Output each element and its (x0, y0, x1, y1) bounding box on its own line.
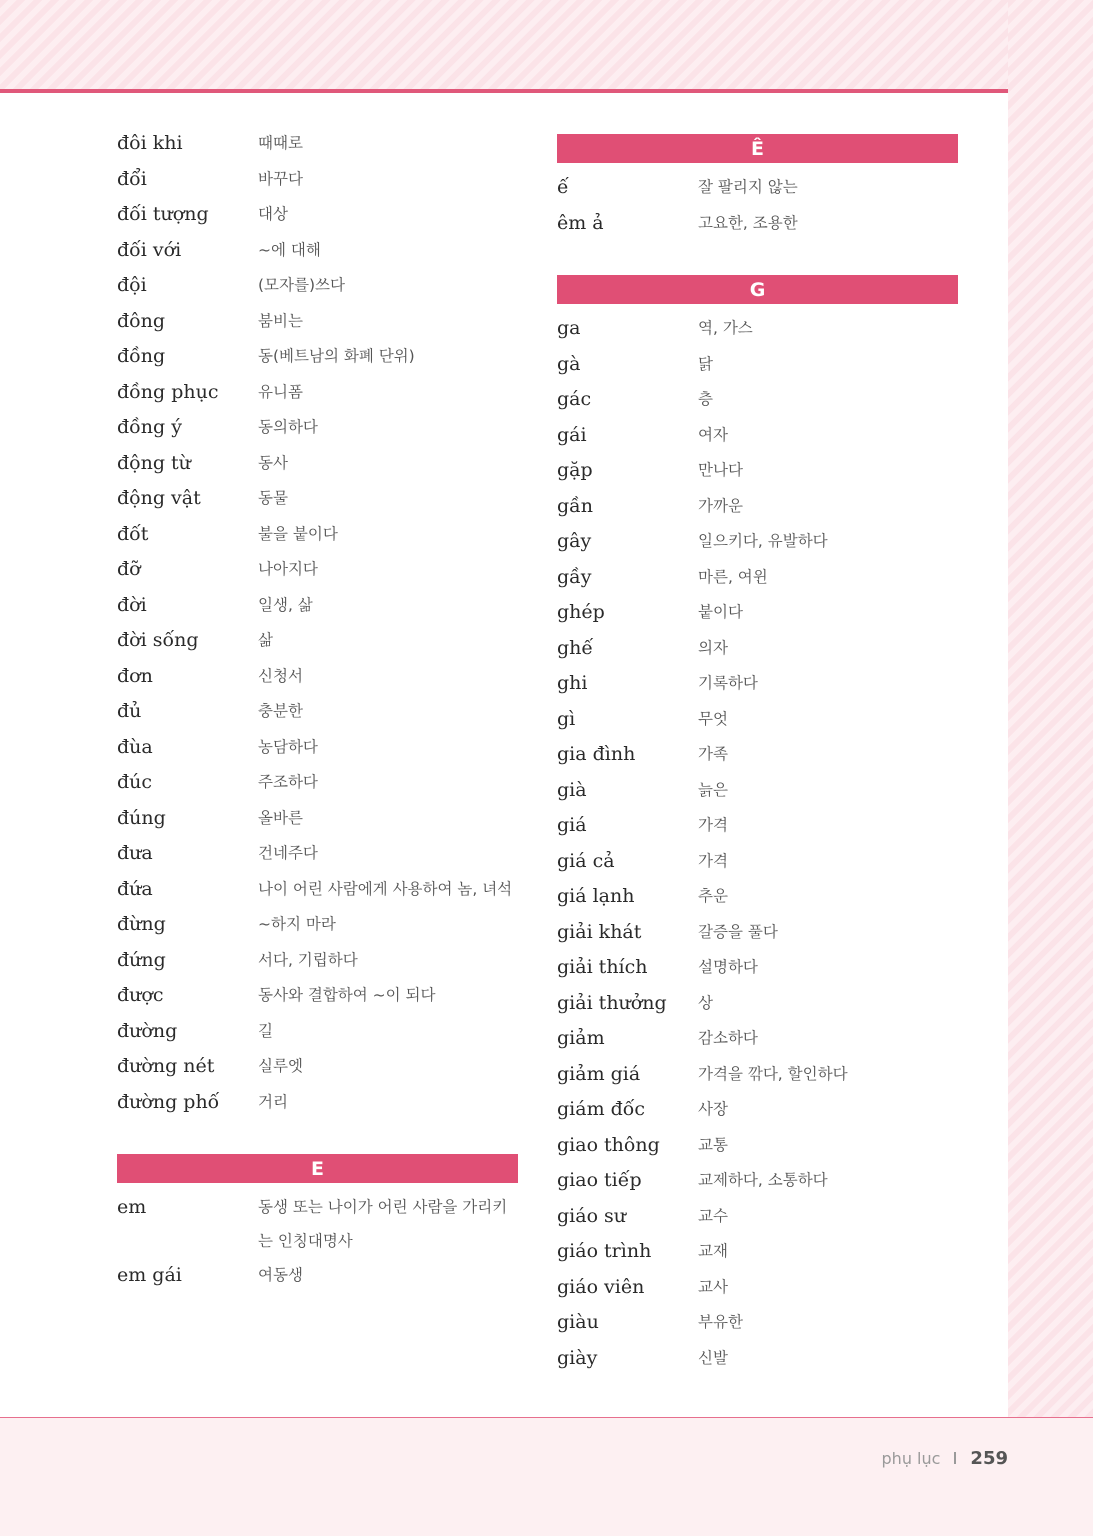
section-e-entry-list (117, 1190, 518, 1294)
glossary-entry (117, 978, 518, 1014)
glossary-entry (557, 1092, 958, 1128)
korean-meaning: 일으키다, 유발하다 (698, 532, 828, 550)
korean-meaning: 갈증을 풀다 (698, 922, 778, 941)
right-column (557, 134, 958, 1376)
vietnamese-word: giao thông (557, 1133, 660, 1156)
top-decorative-band (0, 0, 1093, 90)
vietnamese-word: đối với (117, 238, 182, 261)
vietnamese-word: ghi (557, 672, 588, 694)
korean-meaning: 올바른 (258, 808, 303, 827)
korean-meaning: 신청서 (258, 666, 303, 685)
glossary-entry (117, 1258, 518, 1294)
korean-meaning: 교제하다, 소통하다 (698, 1171, 828, 1189)
vietnamese-word: ga (557, 317, 581, 339)
glossary-entry (557, 702, 958, 738)
glossary-entry (117, 659, 518, 695)
vietnamese-word: giải khát (557, 920, 642, 943)
korean-meaning: 대상 (258, 205, 288, 223)
korean-meaning: 바꾸다 (258, 169, 303, 188)
footer-label: phụ lục (881, 1448, 941, 1468)
glossary-entry (117, 907, 518, 943)
glossary-entry (557, 1270, 958, 1306)
section-header-g: G (557, 275, 958, 304)
korean-meaning: 동생 또는 나이가 어린 사람을 가리키는 인칭대명사 (258, 1198, 508, 1250)
korean-meaning: 상 (698, 993, 713, 1012)
korean-meaning: (모자를)쓰다 (258, 276, 345, 294)
vietnamese-word: đồng (117, 345, 166, 367)
vietnamese-word: em gái (117, 1264, 182, 1286)
korean-meaning: 나이 어린 사람에게 사용하여 놈, 녀석 (258, 879, 513, 898)
vietnamese-word: đội (117, 274, 147, 296)
glossary-entry (117, 1049, 518, 1085)
glossary-entry (117, 623, 518, 659)
page-number: 259 (970, 1447, 1008, 1469)
glossary-entry (117, 943, 518, 979)
glossary-entry (557, 347, 958, 383)
vietnamese-word: đường (117, 1019, 178, 1042)
vietnamese-word: đúng (117, 806, 166, 829)
glossary-entry (557, 1199, 958, 1235)
glossary-entry (117, 552, 518, 588)
glossary-entry (117, 375, 518, 411)
korean-meaning: 여자 (698, 425, 728, 444)
glossary-entry (557, 773, 958, 809)
glossary-entry (117, 339, 518, 375)
korean-meaning: 부유한 (698, 1313, 743, 1331)
vietnamese-word: giáo trình (557, 1240, 652, 1262)
glossary-entry (557, 1341, 958, 1377)
korean-meaning: 길 (258, 1021, 273, 1040)
korean-meaning: 동사와 결합하여 ~이 되다 (258, 986, 436, 1004)
glossary-entry (557, 1057, 958, 1093)
glossary-entry (557, 915, 958, 951)
glossary-entry (117, 517, 518, 553)
glossary-entry (117, 481, 518, 517)
vietnamese-word: giao tiếp (557, 1169, 642, 1191)
glossary-entry (117, 1190, 518, 1258)
vietnamese-word: đùa (117, 735, 153, 758)
korean-meaning: 잘 팔리지 않는 (698, 178, 798, 196)
vietnamese-word: gác (557, 388, 592, 410)
korean-meaning: 추운 (698, 887, 728, 905)
glossary-entry (557, 453, 958, 489)
vietnamese-word: giá lạnh (557, 885, 635, 907)
vietnamese-word: đúc (117, 771, 153, 793)
glossary-entry (117, 730, 518, 766)
glossary-entry (117, 694, 518, 730)
glossary-entry (557, 666, 958, 702)
vietnamese-word: giảm giá (557, 1062, 641, 1085)
korean-meaning: 무엇 (698, 709, 728, 728)
glossary-entry (117, 126, 518, 162)
vietnamese-word: giá (557, 814, 587, 836)
korean-meaning: 때때로 (258, 134, 303, 152)
korean-meaning: 교수 (698, 1206, 728, 1225)
vietnamese-word: ế (557, 176, 569, 198)
glossary-entry (557, 631, 958, 667)
korean-meaning: 충분한 (258, 702, 303, 720)
glossary-entry (117, 765, 518, 801)
glossary-entry (557, 1305, 958, 1341)
glossary-entry (117, 588, 518, 624)
korean-meaning: 교사 (698, 1277, 728, 1296)
glossary-entry (557, 489, 958, 525)
glossary-entry (557, 1163, 958, 1199)
korean-meaning: 동의하다 (258, 418, 318, 436)
glossary-entry (117, 410, 518, 446)
vietnamese-word: gì (557, 707, 576, 730)
right-decorative-band (1008, 0, 1093, 1418)
korean-meaning: 동(베트남의 화폐 단위) (258, 347, 415, 365)
korean-meaning: 만나다 (698, 461, 743, 479)
vietnamese-word: gia đình (557, 743, 636, 765)
vietnamese-word: giám đốc (557, 1098, 646, 1120)
glossary-entry (117, 233, 518, 269)
korean-meaning: 붐비는 (258, 311, 303, 330)
page-footer (882, 1446, 1008, 1470)
glossary-entry (557, 311, 958, 347)
vietnamese-word: đỡ (117, 558, 141, 580)
vietnamese-word: đông (117, 309, 166, 332)
korean-meaning: 닭 (698, 354, 713, 373)
vietnamese-word: được (117, 984, 164, 1006)
glossary-entry (117, 872, 518, 908)
korean-meaning: 건네주다 (258, 844, 318, 862)
korean-meaning: 삶 (258, 631, 273, 649)
korean-meaning: 층 (698, 390, 713, 408)
glossary-entry (557, 844, 958, 880)
glossary-entry (557, 560, 958, 596)
vietnamese-word: đôi khi (117, 132, 183, 154)
vietnamese-word: đường phố (117, 1090, 220, 1113)
korean-meaning: 고요한, 조용한 (698, 213, 798, 232)
korean-meaning: 유니폼 (258, 382, 303, 401)
korean-meaning: 교재 (698, 1242, 728, 1260)
vietnamese-word: giải thưởng (557, 991, 667, 1014)
korean-meaning: 거리 (258, 1092, 288, 1111)
vietnamese-word: đồng phục (117, 380, 219, 403)
glossary-entry (557, 879, 958, 915)
vietnamese-word: đổi (117, 167, 147, 190)
korean-meaning: 가격을 깎다, 할인하다 (698, 1064, 848, 1083)
vietnamese-word: đừng (117, 913, 166, 935)
korean-meaning: 농담하다 (258, 737, 318, 756)
section-g-entry-list (557, 311, 958, 1376)
glossary-entry (557, 206, 958, 242)
vietnamese-word: ghép (557, 601, 605, 623)
vietnamese-word: gây (557, 530, 592, 552)
korean-meaning: 의자 (698, 638, 728, 657)
vietnamese-word: động từ (117, 451, 191, 474)
glossary-entry (557, 1234, 958, 1270)
vietnamese-word: đứa (117, 877, 153, 900)
glossary-entry (557, 524, 958, 560)
vietnamese-word: đồng ý (117, 416, 182, 438)
glossary-entry (557, 595, 958, 631)
korean-meaning: 신발 (698, 1348, 728, 1367)
glossary-entry (557, 1021, 958, 1057)
vietnamese-word: em (117, 1196, 147, 1218)
vietnamese-word: đưa (117, 842, 153, 864)
section-header-e: E (117, 1154, 518, 1183)
left-column (117, 126, 518, 1294)
korean-meaning: 주조하다 (258, 773, 318, 791)
korean-meaning: 가격 (698, 816, 728, 834)
vietnamese-word: giá cả (557, 849, 615, 872)
vietnamese-word: gặp (557, 459, 593, 481)
vietnamese-word: gần (557, 494, 594, 517)
vietnamese-word: gà (557, 352, 581, 375)
korean-meaning: 동물 (258, 489, 288, 507)
glossary-entry (557, 737, 958, 773)
vietnamese-word: động vật (117, 487, 201, 509)
korean-meaning: 일생, 삶 (258, 595, 313, 614)
korean-meaning: 기록하다 (698, 674, 758, 692)
korean-meaning: 가격 (698, 851, 728, 870)
vietnamese-word: ghế (557, 636, 594, 659)
korean-meaning: 사장 (698, 1100, 728, 1118)
vietnamese-word: đủ (117, 700, 142, 722)
glossary-entry (557, 950, 958, 986)
glossary-entry (117, 304, 518, 340)
glossary-entry (557, 170, 958, 206)
korean-meaning: 불을 붙이다 (258, 524, 338, 543)
vietnamese-word: giàu (557, 1311, 599, 1333)
korean-meaning: 동사 (258, 453, 288, 472)
vietnamese-word: giáo viên (557, 1275, 645, 1298)
glossary-entry (117, 1085, 518, 1121)
vietnamese-word: già (557, 778, 587, 801)
glossary-entry (557, 418, 958, 454)
vietnamese-word: đời (117, 593, 147, 616)
korean-meaning: 나아지다 (258, 560, 318, 578)
vietnamese-word: đường nét (117, 1055, 215, 1077)
glossary-entry (557, 808, 958, 844)
glossary-entry (117, 1014, 518, 1050)
glossary-entry (557, 986, 958, 1022)
glossary-entry (117, 197, 518, 233)
footer-divider (954, 1452, 956, 1464)
vietnamese-word: gái (557, 423, 587, 446)
vietnamese-word: đời sống (117, 629, 199, 651)
vietnamese-word: đốt (117, 522, 149, 545)
vietnamese-word: giải thích (557, 956, 648, 978)
korean-meaning: 가족 (698, 745, 728, 763)
section-ecirc-entry-list (557, 170, 958, 241)
glossary-entry (117, 268, 518, 304)
korean-meaning: ~에 대해 (258, 240, 321, 259)
korean-meaning: 역, 가스 (698, 319, 753, 337)
bottom-rule (0, 1417, 1093, 1418)
korean-meaning: 가까운 (698, 496, 743, 515)
glossary-entry (557, 382, 958, 418)
korean-meaning: ~하지 마라 (258, 915, 336, 933)
vietnamese-word: giáo sư (557, 1204, 627, 1227)
glossary-entry (117, 801, 518, 837)
korean-meaning: 설명하다 (698, 958, 758, 976)
vietnamese-word: giảm (557, 1027, 605, 1049)
korean-meaning: 서다, 기립하다 (258, 950, 358, 969)
glossary-entry (117, 446, 518, 482)
korean-meaning: 마른, 여윈 (698, 567, 768, 586)
vietnamese-word: êm ả (557, 211, 604, 234)
left-entry-list (117, 126, 518, 1120)
glossary-entry (117, 836, 518, 872)
glossary-entry (557, 1128, 958, 1164)
section-header-ecirc: Ê (557, 134, 958, 163)
vietnamese-word: đối tượng (117, 203, 209, 225)
vietnamese-word: giày (557, 1346, 598, 1369)
korean-meaning: 감소하다 (698, 1029, 758, 1047)
glossary-entry (117, 162, 518, 198)
korean-meaning: 실루엣 (258, 1057, 303, 1075)
korean-meaning: 교통 (698, 1135, 728, 1154)
korean-meaning: 늙은 (698, 780, 728, 799)
vietnamese-word: gầy (557, 565, 592, 588)
korean-meaning: 붙이다 (698, 603, 743, 621)
korean-meaning: 여동생 (258, 1266, 303, 1284)
vietnamese-word: đứng (117, 948, 166, 971)
vietnamese-word: đơn (117, 664, 153, 687)
